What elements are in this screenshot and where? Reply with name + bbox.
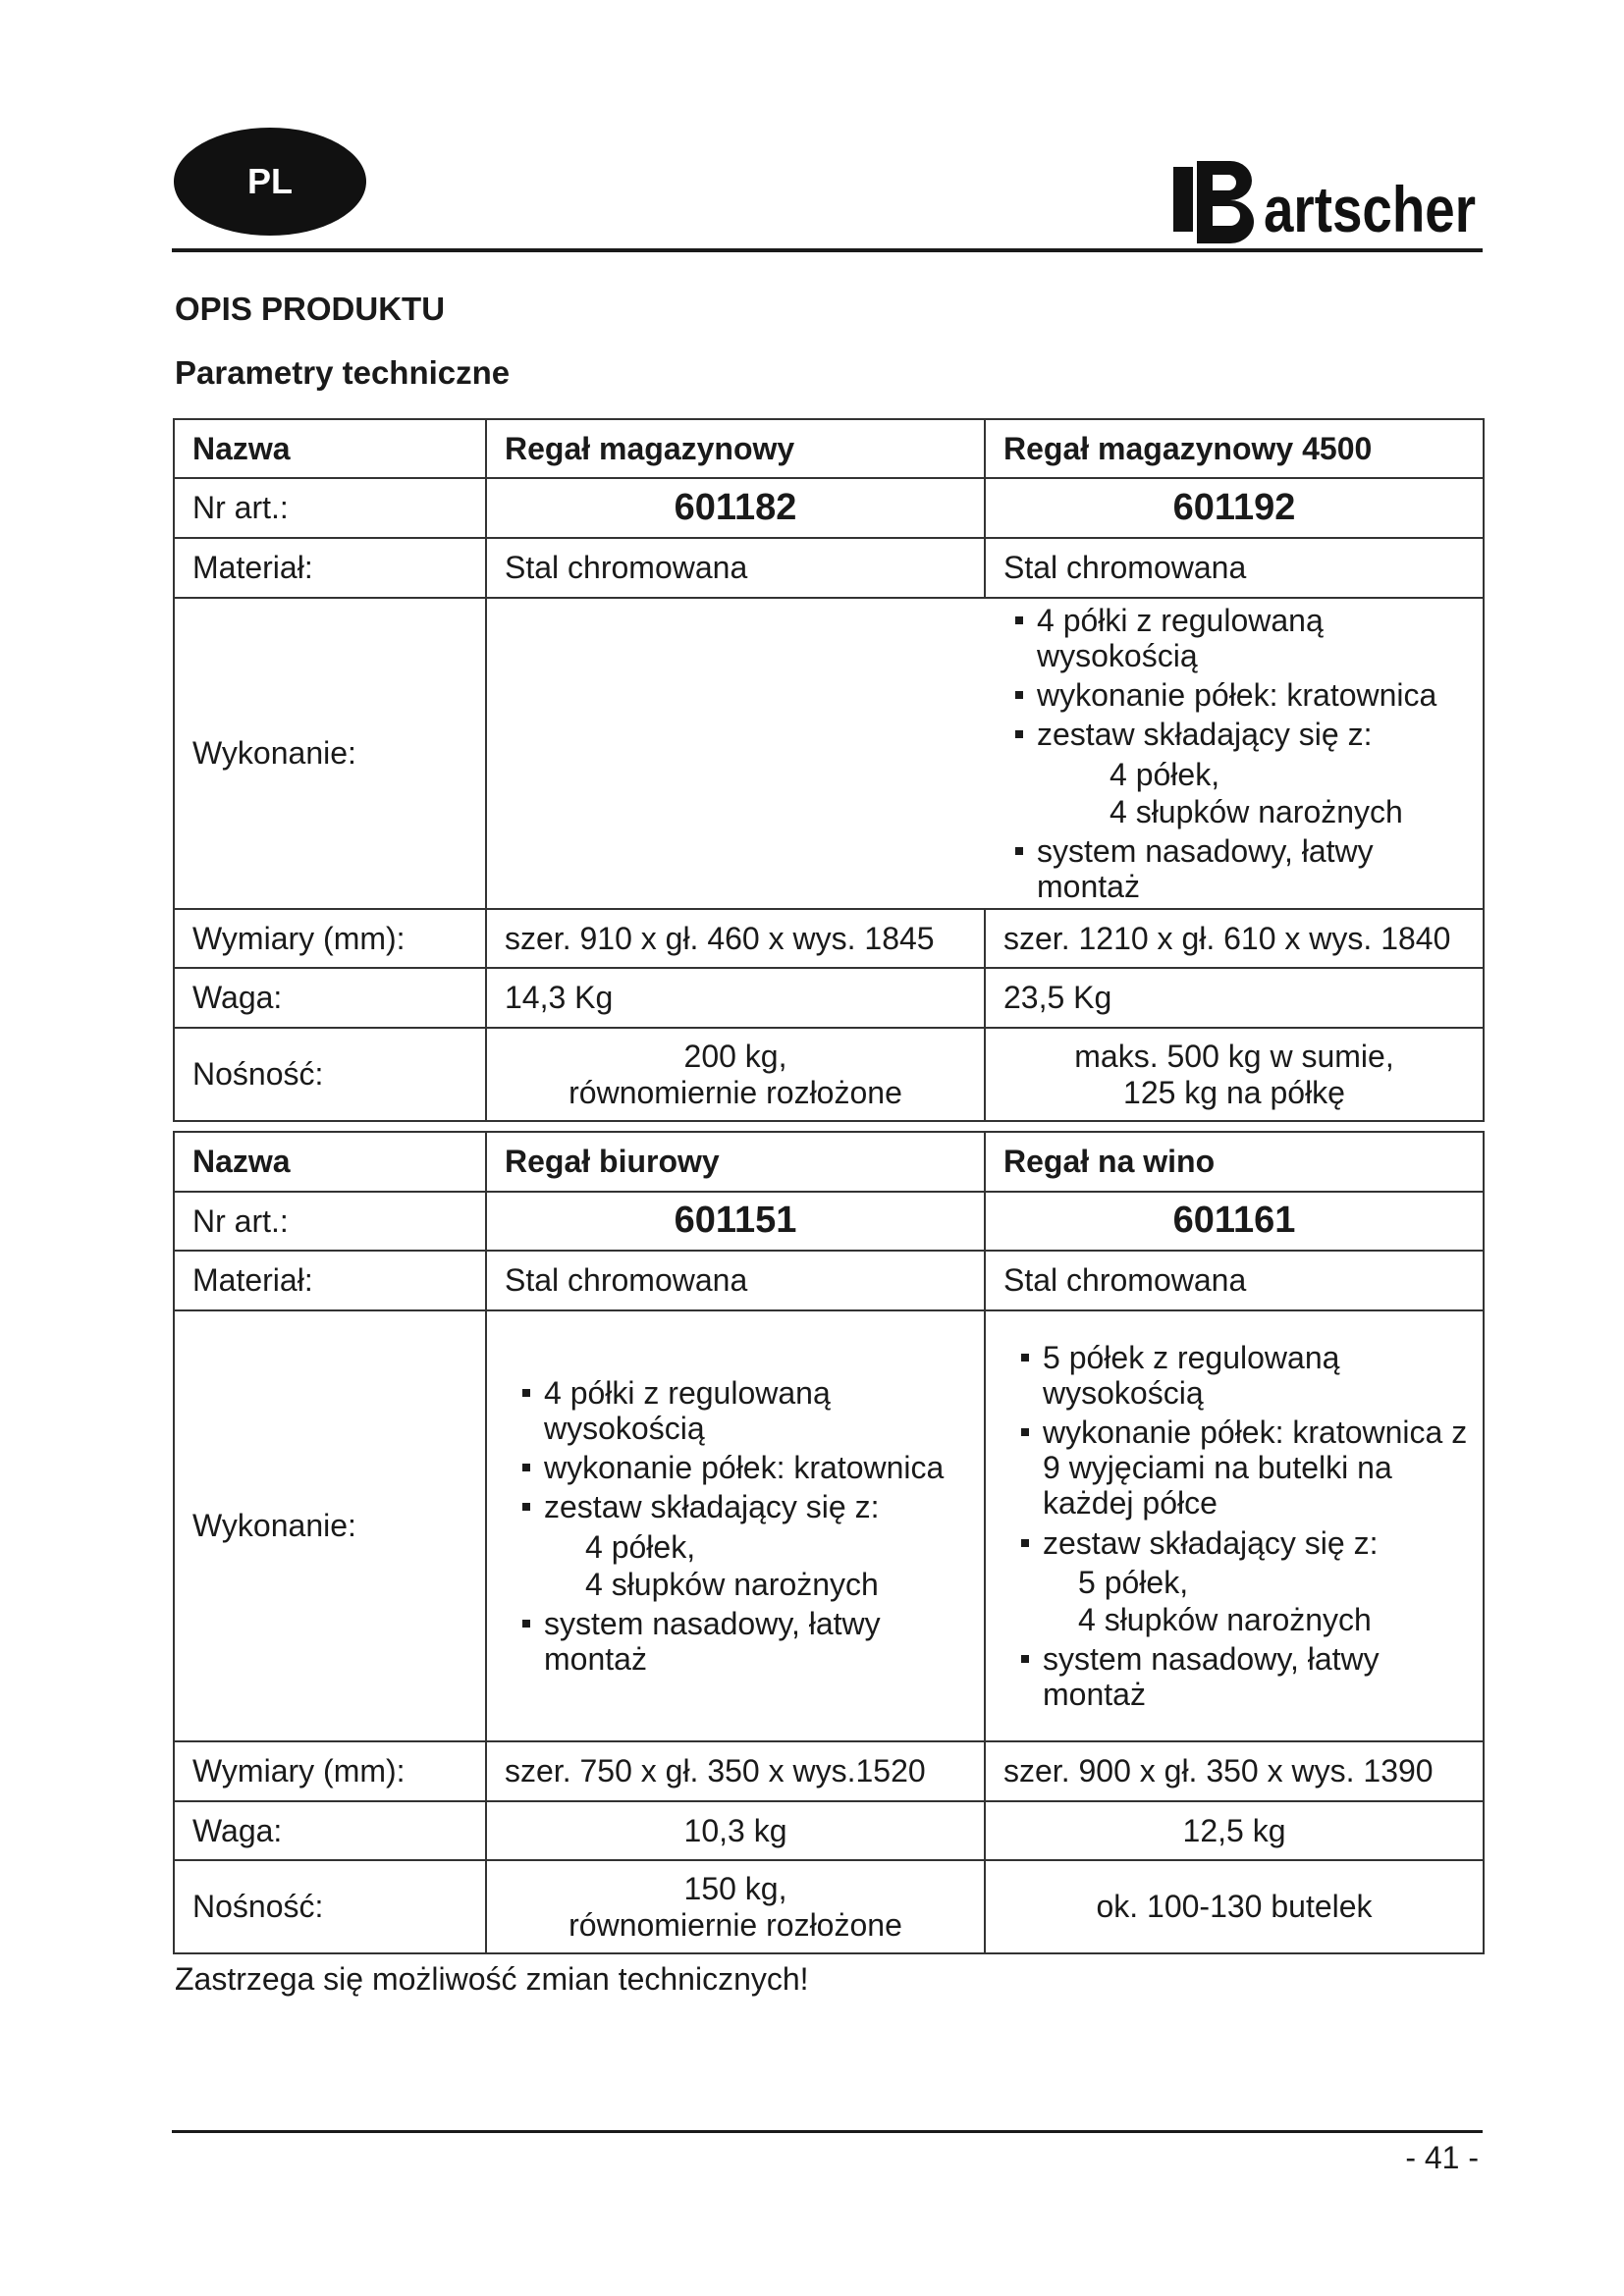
art-label: Nr art.:: [174, 1192, 486, 1251]
table-row: [174, 909, 1484, 968]
material-a: Stal chromowana: [486, 538, 985, 598]
weight-b: 12,5 kg: [985, 1801, 1484, 1860]
svg-text:artscher: artscher: [1264, 173, 1476, 245]
bartscher-logo: [1173, 147, 1480, 245]
dims-a: szer. 910 x gł. 460 x wys. 1845: [486, 909, 985, 968]
dims-label: Wymiary (mm):: [174, 1741, 486, 1801]
header-rule: [172, 248, 1483, 252]
list-subitem: 4 półek,: [585, 1528, 696, 1565]
table-row: [174, 1028, 1484, 1121]
table-row: [174, 538, 1484, 598]
model-a: Regał biurowy: [486, 1132, 985, 1192]
build-cell: [486, 598, 1484, 909]
material-label: Materiał:: [174, 538, 486, 598]
art-b: 601192: [985, 478, 1484, 538]
list-item: 5 półek z regulowaną wysokością: [1017, 1340, 1469, 1411]
section-title: OPIS PRODUKTU: [175, 291, 446, 327]
table-row: [174, 1860, 1484, 1953]
material-b: Stal chromowana: [985, 538, 1484, 598]
language-code: PL: [246, 161, 293, 201]
dims-b: szer. 1210 x gł. 610 x wys. 1840: [985, 909, 1484, 968]
list-subitem: 4 słupków narożnych: [1078, 1601, 1372, 1637]
dims-b: szer. 900 x gł. 350 x wys. 1390: [985, 1741, 1484, 1801]
table-row: [174, 478, 1484, 538]
name-label: Nazwa: [174, 419, 486, 478]
art-a: 601182: [486, 478, 985, 538]
weight-label: Waga:: [174, 968, 486, 1028]
load-b-line2: 125 kg na półkę: [1123, 1074, 1345, 1110]
list-subitem: 5 półek,: [1078, 1564, 1189, 1600]
page-number: - 41 -: [1405, 2140, 1479, 2175]
table-row: [174, 598, 1484, 909]
table-row: [174, 1132, 1484, 1192]
table-row: [174, 419, 1484, 478]
name-label: Nazwa: [174, 1132, 486, 1192]
material-label: Materiał:: [174, 1251, 486, 1310]
table-row: [174, 1192, 1484, 1251]
load-a: [486, 1860, 985, 1953]
build-list-b: [1017, 1340, 1469, 1713]
list-subitem: 4 słupków narożnych: [585, 1566, 879, 1602]
material-a: Stal chromowana: [486, 1251, 985, 1310]
model-a: Regał magazynowy: [486, 419, 985, 478]
model-b: Regał magazynowy 4500: [985, 419, 1484, 478]
list-item: zestaw składający się z:: [1011, 717, 1483, 752]
material-b: Stal chromowana: [985, 1251, 1484, 1310]
load-b: [985, 1028, 1484, 1121]
technical-changes-note: Zastrzega się możliwość zmian technicznych!: [175, 1961, 809, 1997]
subsection-title: Parametry techniczne: [175, 354, 511, 391]
art-b: 601161: [985, 1192, 1484, 1251]
list-item: system nasadowy, łatwy montaż: [1011, 833, 1483, 904]
load-a-line1: 200 kg,: [683, 1038, 787, 1074]
build-list-a: [518, 1375, 954, 1677]
list-subitem: 4 słupków narożnych: [1110, 793, 1403, 829]
load-label: Nośność:: [174, 1028, 486, 1121]
list-item: wykonanie półek: kratownica: [1011, 677, 1483, 713]
load-label: Nośność:: [174, 1860, 486, 1953]
table-row: [174, 1310, 1484, 1741]
build-label: Wykonanie:: [174, 598, 486, 909]
build-cell-b: [985, 1310, 1484, 1741]
dims-a: szer. 750 x gł. 350 x wys.1520: [486, 1741, 985, 1801]
table-row: [174, 1741, 1484, 1801]
load-a-line1: 150 kg,: [683, 1870, 787, 1906]
list-item: wykonanie półek: kratownica: [518, 1450, 954, 1485]
dims-label: Wymiary (mm):: [174, 909, 486, 968]
load-b: ok. 100-130 butelek: [985, 1860, 1484, 1953]
weight-b: 23,5 Kg: [985, 968, 1484, 1028]
build-cell-a: [486, 1310, 985, 1741]
list-subitem: 4 półek,: [1110, 756, 1220, 792]
weight-a: 14,3 Kg: [486, 968, 985, 1028]
load-b-line1: maks. 500 kg w sumie,: [1074, 1038, 1394, 1074]
load-a-line2: równomiernie rozłożone: [568, 1074, 902, 1110]
build-label: Wykonanie:: [174, 1310, 486, 1741]
table-row: [174, 968, 1484, 1028]
art-a: 601151: [486, 1192, 985, 1251]
list-item: 4 półki z regulowaną wysokością: [1011, 603, 1483, 673]
footer-rule: [172, 2130, 1483, 2133]
table-row: [174, 1801, 1484, 1860]
list-item: wykonanie półek: kratownica z 9 wyjęciami na butelki na każdej półce: [1017, 1415, 1469, 1521]
spec-table-2: [173, 1131, 1485, 1954]
model-b: Regał na wino: [985, 1132, 1484, 1192]
table-row: [174, 1251, 1484, 1310]
list-item: system nasadowy, łatwy montaż: [518, 1606, 954, 1677]
load-a-line2: równomiernie rozłożone: [568, 1906, 902, 1943]
art-label: Nr art.:: [174, 478, 486, 538]
weight-label: Waga:: [174, 1801, 486, 1860]
list-item: system nasadowy, łatwy montaż: [1017, 1641, 1469, 1712]
weight-a: 10,3 kg: [486, 1801, 985, 1860]
language-badge: [174, 128, 366, 236]
spec-table-1: [173, 418, 1485, 1122]
list-item: zestaw składający się z:: [1017, 1525, 1469, 1561]
build-list: [1011, 603, 1483, 904]
load-a: [486, 1028, 985, 1121]
list-item: 4 półki z regulowaną wysokością: [518, 1375, 954, 1446]
list-item: zestaw składający się z:: [518, 1489, 954, 1524]
